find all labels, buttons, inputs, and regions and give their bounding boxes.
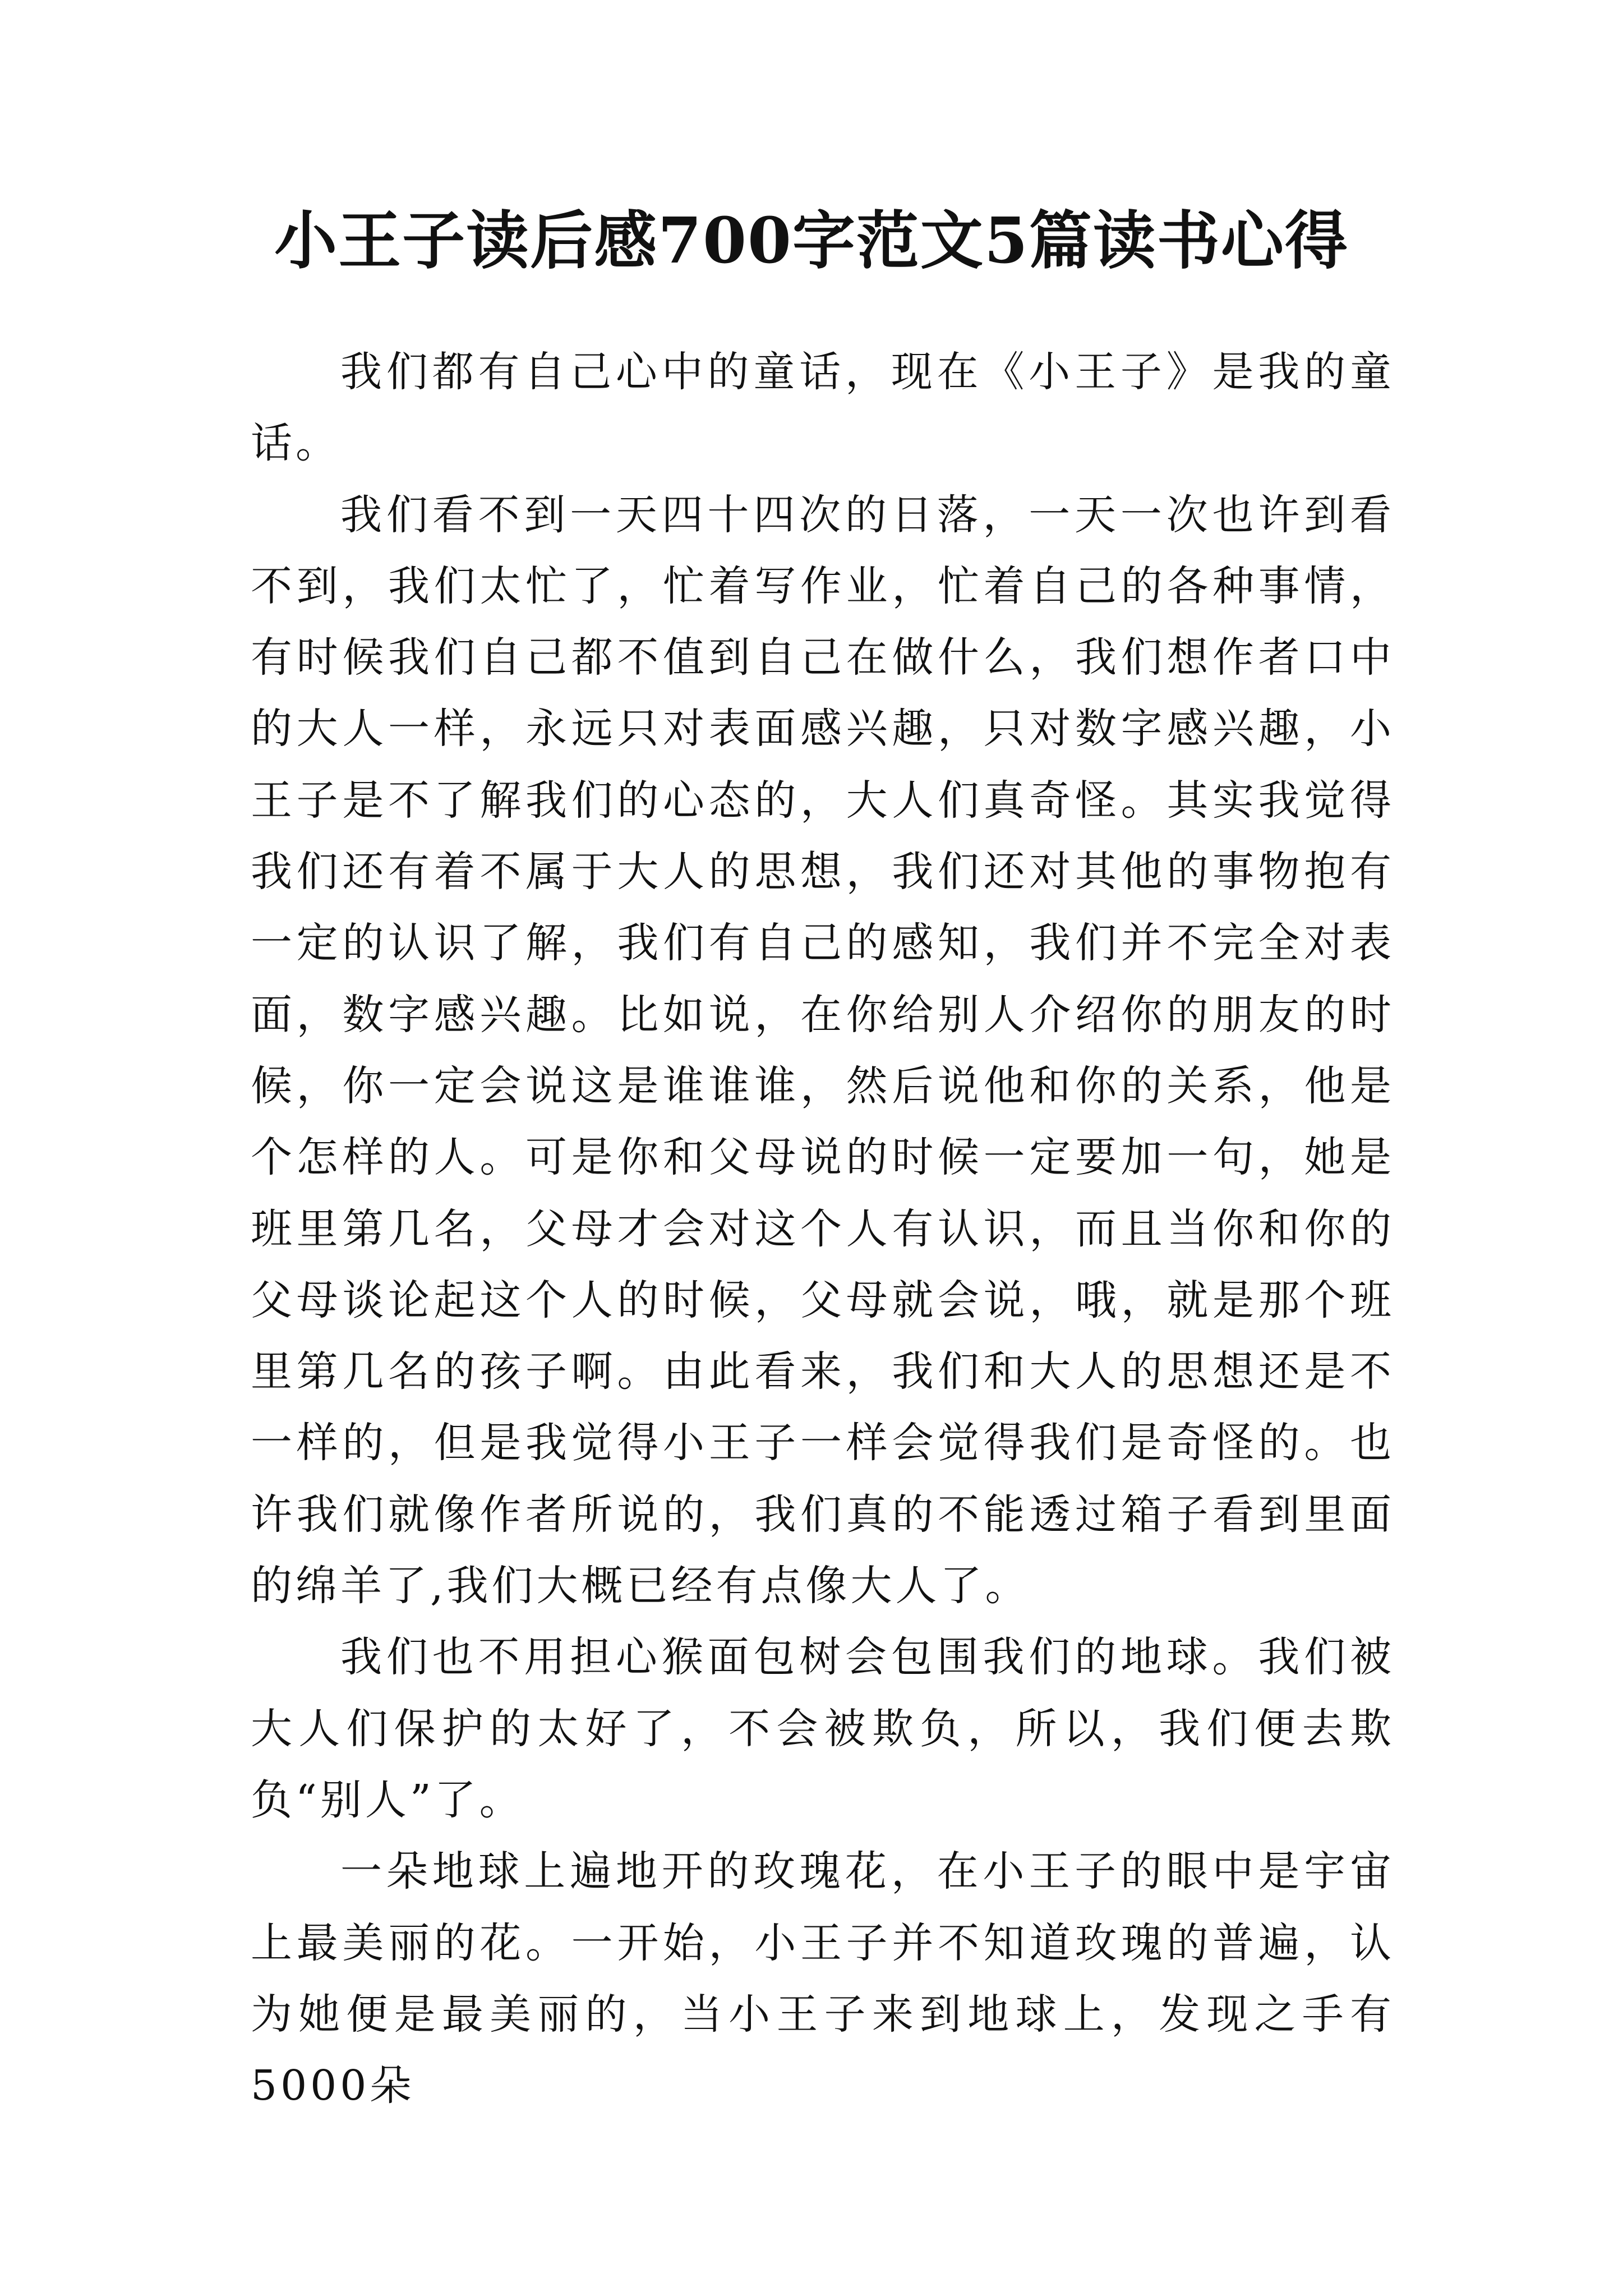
paragraph-2: 我们看不到一天四十四次的日落，一天一次也许到看不到，我们太忙了，忙着写作业，忙着自己的各种事情，有时候我们自己都不值到自己在做什么，我们想作者口中的大人一样，永远只对表面感兴趣，只对数字感兴趣，小王子是不了解我们的心态的，大人们真奇怪。其实我觉得我们还有着不属于大人的思想，我们还对其他的事物抱有一定的认识了解，我们有自己的感知，我们并不完全对表面，数字感兴趣。比如说，在你给别人介绍你的朋友的时候，你一定会说这是谁谁谁，然后说他和你的关系，他是个怎样的人。可是你和父母说的时候一定要加一句，她是班里第几名，父母才会对这个人有认识，而且当你和你的父母谈论起这个人的时候，父母就会说，哦，就是那个班里第几名的孩子啊。由此看来，我们和大人的思想还是不一样的，但是我觉得小王子一样会觉得我们是奇怪的。也许我们就像作者所说的，我们真的不能透过箱子看到里面的绵羊了,我们大概已经有点像大人了。 (251, 490, 1395, 1611)
paragraph-4: 一朵地球上遍地开的玫瑰花，在小王子的眼中是宇宙上最美丽的花。一开始，小王子并不知道玫瑰的普遍，认为她便是最美丽的，当小王子来到地球上，发现之手有5000朵 (251, 1847, 1395, 2110)
document-body (251, 337, 1395, 2122)
paragraph-3: 我们也不用担心猴面包树会包围我们的地球。我们被大人们保护的太好了，不会被欺负，所以，我们便去欺负“别人”了。 (251, 1633, 1395, 1824)
document-title: 小王子读后感700字范文5篇读书心得 (274, 204, 1349, 278)
paragraph-1: 我们都有自己心中的童话，现在《小王子》是我的童话。 (251, 348, 1395, 468)
